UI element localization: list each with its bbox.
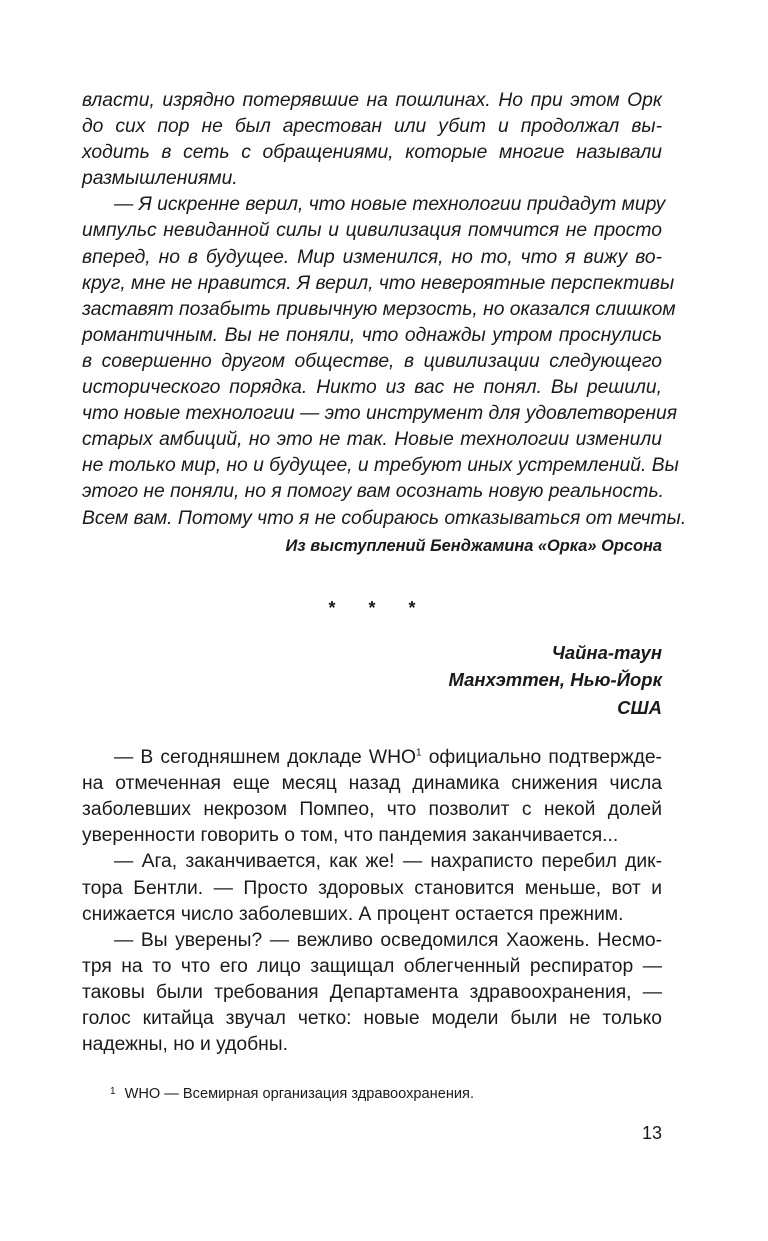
location-line: Чайна-таун bbox=[551, 641, 662, 663]
body-line: уверенности говорить о том, что пандемия заканчивается... bbox=[82, 825, 619, 847]
quote-line: Всем вам. Потому что я не собираюсь отказываться от мечты. bbox=[82, 507, 687, 529]
quote-line: не только мир, но и будущее, и требуют иных устремлений. Вы bbox=[82, 455, 679, 477]
quote-line: — Я искренне верил, что новые технологии придадут миру bbox=[114, 194, 666, 216]
body-text-fragment: официально подтвержде- bbox=[421, 747, 662, 769]
body-line: заболевших некрозом Помпео, что позволит с некой долей bbox=[82, 799, 662, 821]
body-text bbox=[82, 745, 662, 1058]
quote-block bbox=[82, 88, 687, 532]
quote-line: власти, изрядно потерявшие на пошлинах. Но при этом Орк bbox=[82, 90, 662, 111]
quote-line: этого не поняли, но я помогу вам осознать новую реальность. bbox=[82, 481, 664, 503]
section-separator: * * * bbox=[328, 597, 430, 618]
quote-line: круг, мне не нравится. Я верил, что невероятные перспективы bbox=[82, 272, 675, 294]
body-line: тора Бентли. — Просто здоровых становится меньше, вот и bbox=[82, 877, 662, 899]
location-heading bbox=[82, 639, 662, 722]
body-line: — Ага, заканчивается, как же! — нахраписто перебил дик- bbox=[114, 851, 662, 873]
body-line: таковы были требования Департамента здравоохранения, — bbox=[82, 981, 662, 1003]
body-line: тря на то что его лицо защищал облегченный респиратор — bbox=[82, 955, 662, 977]
quote-line: до сих пор не был арестован или убит и продолжал вы- bbox=[82, 116, 662, 138]
footnote-mark: 1 bbox=[110, 1086, 116, 1097]
quote-line: старых амбиций, но это не так. Новые технологии изменили bbox=[82, 429, 662, 451]
quote-line: в совершенно другом обществе, в цивилизации следующего bbox=[82, 350, 662, 372]
quote-line: романтичным. Вы не поняли, что однажды утром проснулись bbox=[82, 324, 662, 346]
page-content bbox=[82, 88, 687, 1058]
body-line: голос китайца звучал четко: новые модели были не только bbox=[82, 1008, 662, 1030]
footnote bbox=[110, 1082, 474, 1104]
page-number: 13 bbox=[641, 1123, 662, 1143]
quote-line: заставят позабыть привычную мерзость, но оказался слишком bbox=[82, 298, 676, 320]
quote-line: ходить в сеть с обращениями, которые многие называли bbox=[82, 142, 662, 164]
quote-line: вперед, но в будущее. Мир изменился, но то, что я вижу во- bbox=[82, 246, 662, 268]
quote-attribution: Из выступлений Бенджамина «Орка» Орсона bbox=[285, 536, 662, 555]
footnote-reference[interactable]: 1 bbox=[416, 747, 422, 759]
location-line: Манхэттен, Нью-Йорк bbox=[448, 669, 662, 691]
quote-line: исторического порядка. Никто из вас не понял. Вы решили, bbox=[82, 377, 662, 399]
quote-line: размышлениями. bbox=[82, 168, 238, 190]
body-line bbox=[82, 745, 662, 771]
body-line: — Вы уверены? — вежливо осведомился Хаожень. Несмо- bbox=[114, 929, 662, 951]
footnote-text: WHO — Всемирная организация здравоохранения. bbox=[124, 1086, 474, 1102]
body-line: снижается число заболевших. А процент остается прежним. bbox=[82, 903, 624, 925]
quote-line: импульс невиданной силы и цивилизация помчится не просто bbox=[82, 220, 662, 242]
body-line: надежны, но и удобны. bbox=[82, 1034, 288, 1056]
body-line: на отмеченная еще месяц назад динамика снижения числа bbox=[82, 773, 662, 795]
quote-line: что новые технологии — это инструмент для удовлетворения bbox=[82, 403, 678, 425]
location-line: США bbox=[617, 696, 662, 718]
body-text-fragment: — В сегодняшнем докладе WHO bbox=[114, 747, 417, 769]
